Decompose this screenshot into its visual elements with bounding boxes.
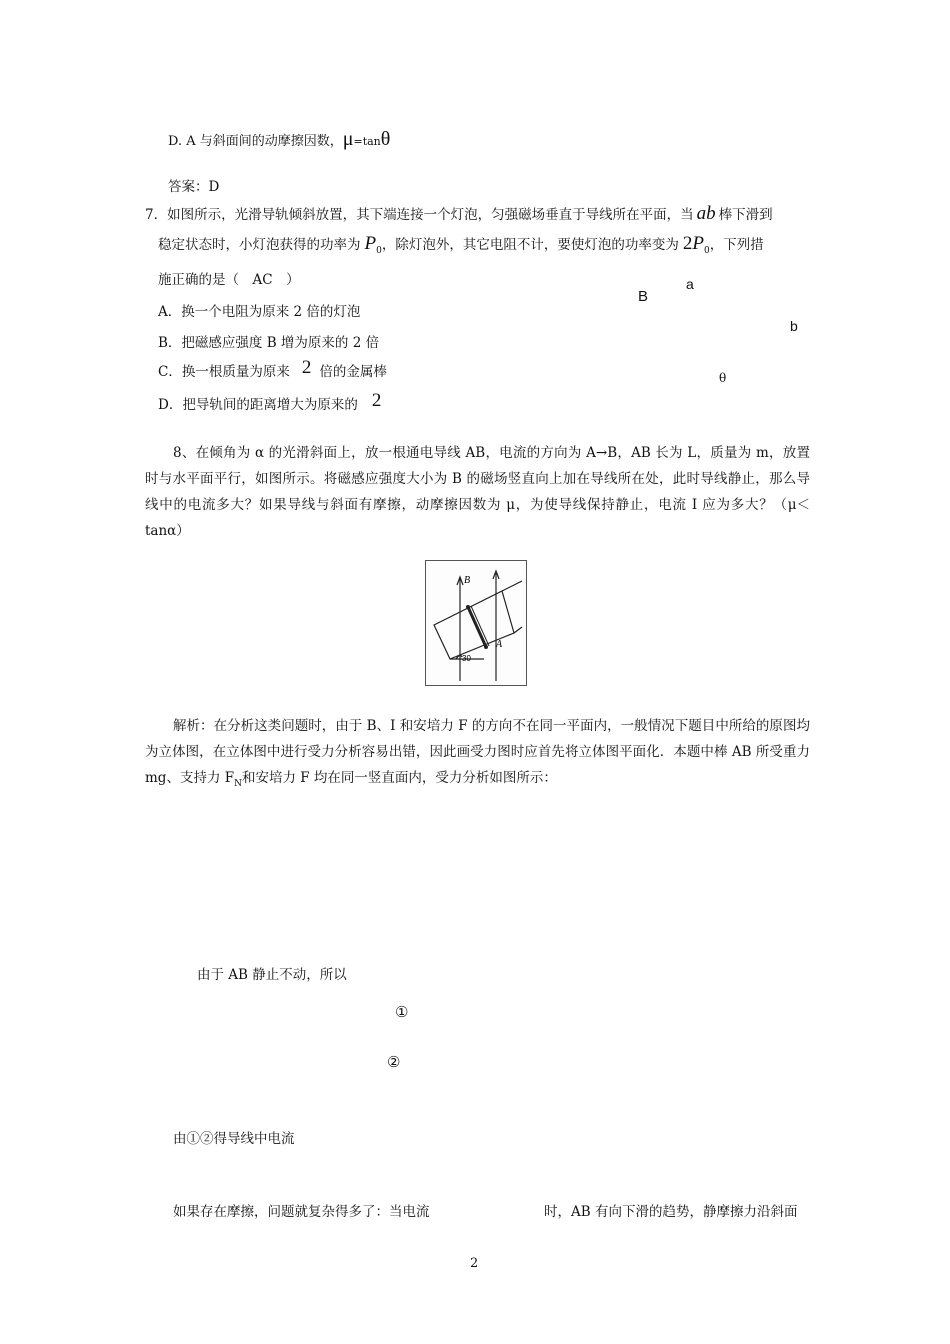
q7-line1: [145, 203, 773, 225]
mu-symbol: μ: [342, 128, 354, 150]
q7-line3: 施正确的是（ AC ）: [158, 272, 300, 288]
analysis-paragraph: [145, 713, 810, 797]
q7-option-c-end: 倍的金属棒: [319, 364, 387, 380]
theta-symbol: θ: [380, 128, 391, 150]
q7-P0-sub: 0: [376, 246, 382, 256]
q7-2P0-P: P: [692, 233, 704, 254]
friction-line-b: 时，AB 有向下滑的趋势，静摩擦力沿斜面: [544, 1204, 798, 1220]
tan-eq: =tan: [353, 135, 381, 148]
rod-end-b: [466, 605, 470, 609]
q7-option-d: [158, 390, 382, 415]
equation-1-marker: ①: [395, 1003, 409, 1021]
q7-line1-text: 7．如图所示，光滑导轨倾斜放置，其下端连接一个灯泡，匀强磁场垂直于导线所在平面，当: [145, 207, 694, 223]
option-d-prev: [168, 128, 390, 151]
rod-ab-edge: [471, 606, 489, 646]
q7-P0: P: [364, 233, 377, 254]
rod-ab: [468, 607, 486, 647]
q7-line1-end: 棒下滑到: [718, 207, 773, 223]
q7-fig-label-B: B: [638, 288, 649, 305]
q7-line2-a: 稳定状态时，小灯泡获得的功率为: [158, 237, 361, 253]
q8-fig-label-B: B: [464, 575, 471, 586]
q7-fig-label-b: b: [790, 318, 798, 334]
option-d-prev-text: D. A 与斜面间的动摩擦因数，: [168, 134, 343, 149]
page-number: 2: [470, 1256, 479, 1271]
q7-option-d-val: 2: [371, 390, 382, 411]
q8-fig-label-A: A: [496, 639, 503, 650]
q7-line2-b: ，除灯泡外，其它电阻不计，要使灯泡的功率变为: [381, 237, 679, 253]
q7-line2-c: ，下列措: [709, 237, 764, 253]
q8-fig-label-angle: 30: [462, 654, 471, 663]
friction-line-a: 如果存在摩擦，问题就复杂得多了：当电流: [173, 1204, 430, 1220]
analysis-sub-n: N: [234, 779, 242, 789]
rod-end-a: [484, 645, 488, 649]
q7-option-c-val: 2: [301, 357, 312, 378]
q7-ab: ab: [696, 203, 716, 224]
rail-top-ext: [502, 581, 522, 591]
because-line: 由于 AB 静止不动，所以: [197, 967, 347, 983]
q8-figure: [425, 560, 527, 686]
equation-2-marker: ②: [387, 1053, 401, 1071]
q7-line2: [158, 233, 764, 256]
q7-fig-label-theta: θ: [719, 371, 727, 385]
q7-option-c-text: C．换一根质量为原来: [158, 364, 290, 380]
rail-bottom-ext: [514, 627, 522, 633]
q8-stem: 8、在倾角为 α 的光滑斜面上，放一根通电导线 AB，电流的方向为 A→B，AB 长为 L，质量为 m，放置时与水平面平行，如图所示。将磁感应强度大小为 B 的磁场竖直向上加在导线所在处，此时导线静止，那么导线中的电流多大？如果导线与斜面有摩擦，动摩擦因数为 μ，为使导线保持静止，电流 I 应为多大？（μ＜tanα）: [145, 445, 810, 539]
q7-fig-label-a: a: [686, 276, 694, 292]
q7-option-a: A．换一个电阻为原来 2 倍的灯泡: [158, 304, 361, 320]
answer-prev: 答案：D: [168, 179, 220, 195]
q7-option-b: B．把磁感应强度 B 增为原来的 2 倍: [158, 335, 380, 351]
q7-option-c: [158, 357, 387, 382]
q7-option-d-text: D．把导轨间的距离增大为原来的: [158, 397, 358, 413]
q8-figure-drawing: [426, 561, 526, 685]
q7-2P0-coef: 2: [682, 233, 693, 254]
q7-2P0-sub: 0: [703, 246, 710, 256]
analysis-text: 解析：在分析这类问题时，由于 B、I 和安培力 F 的方向不在同一平面内，一般情况下题目中所给的原图均为立体图，在立体图中进行受力分析容易出错，因此画受力图时应首先将立体图平面化．本题中棒 AB 所受重力 mg、支持力 F: [145, 718, 810, 786]
from-12-line: 由①②得导线中电流: [173, 1131, 295, 1147]
analysis-text-end: 和安培力 F 均在同一竖直面内，受力分析如图所示：: [241, 770, 557, 786]
